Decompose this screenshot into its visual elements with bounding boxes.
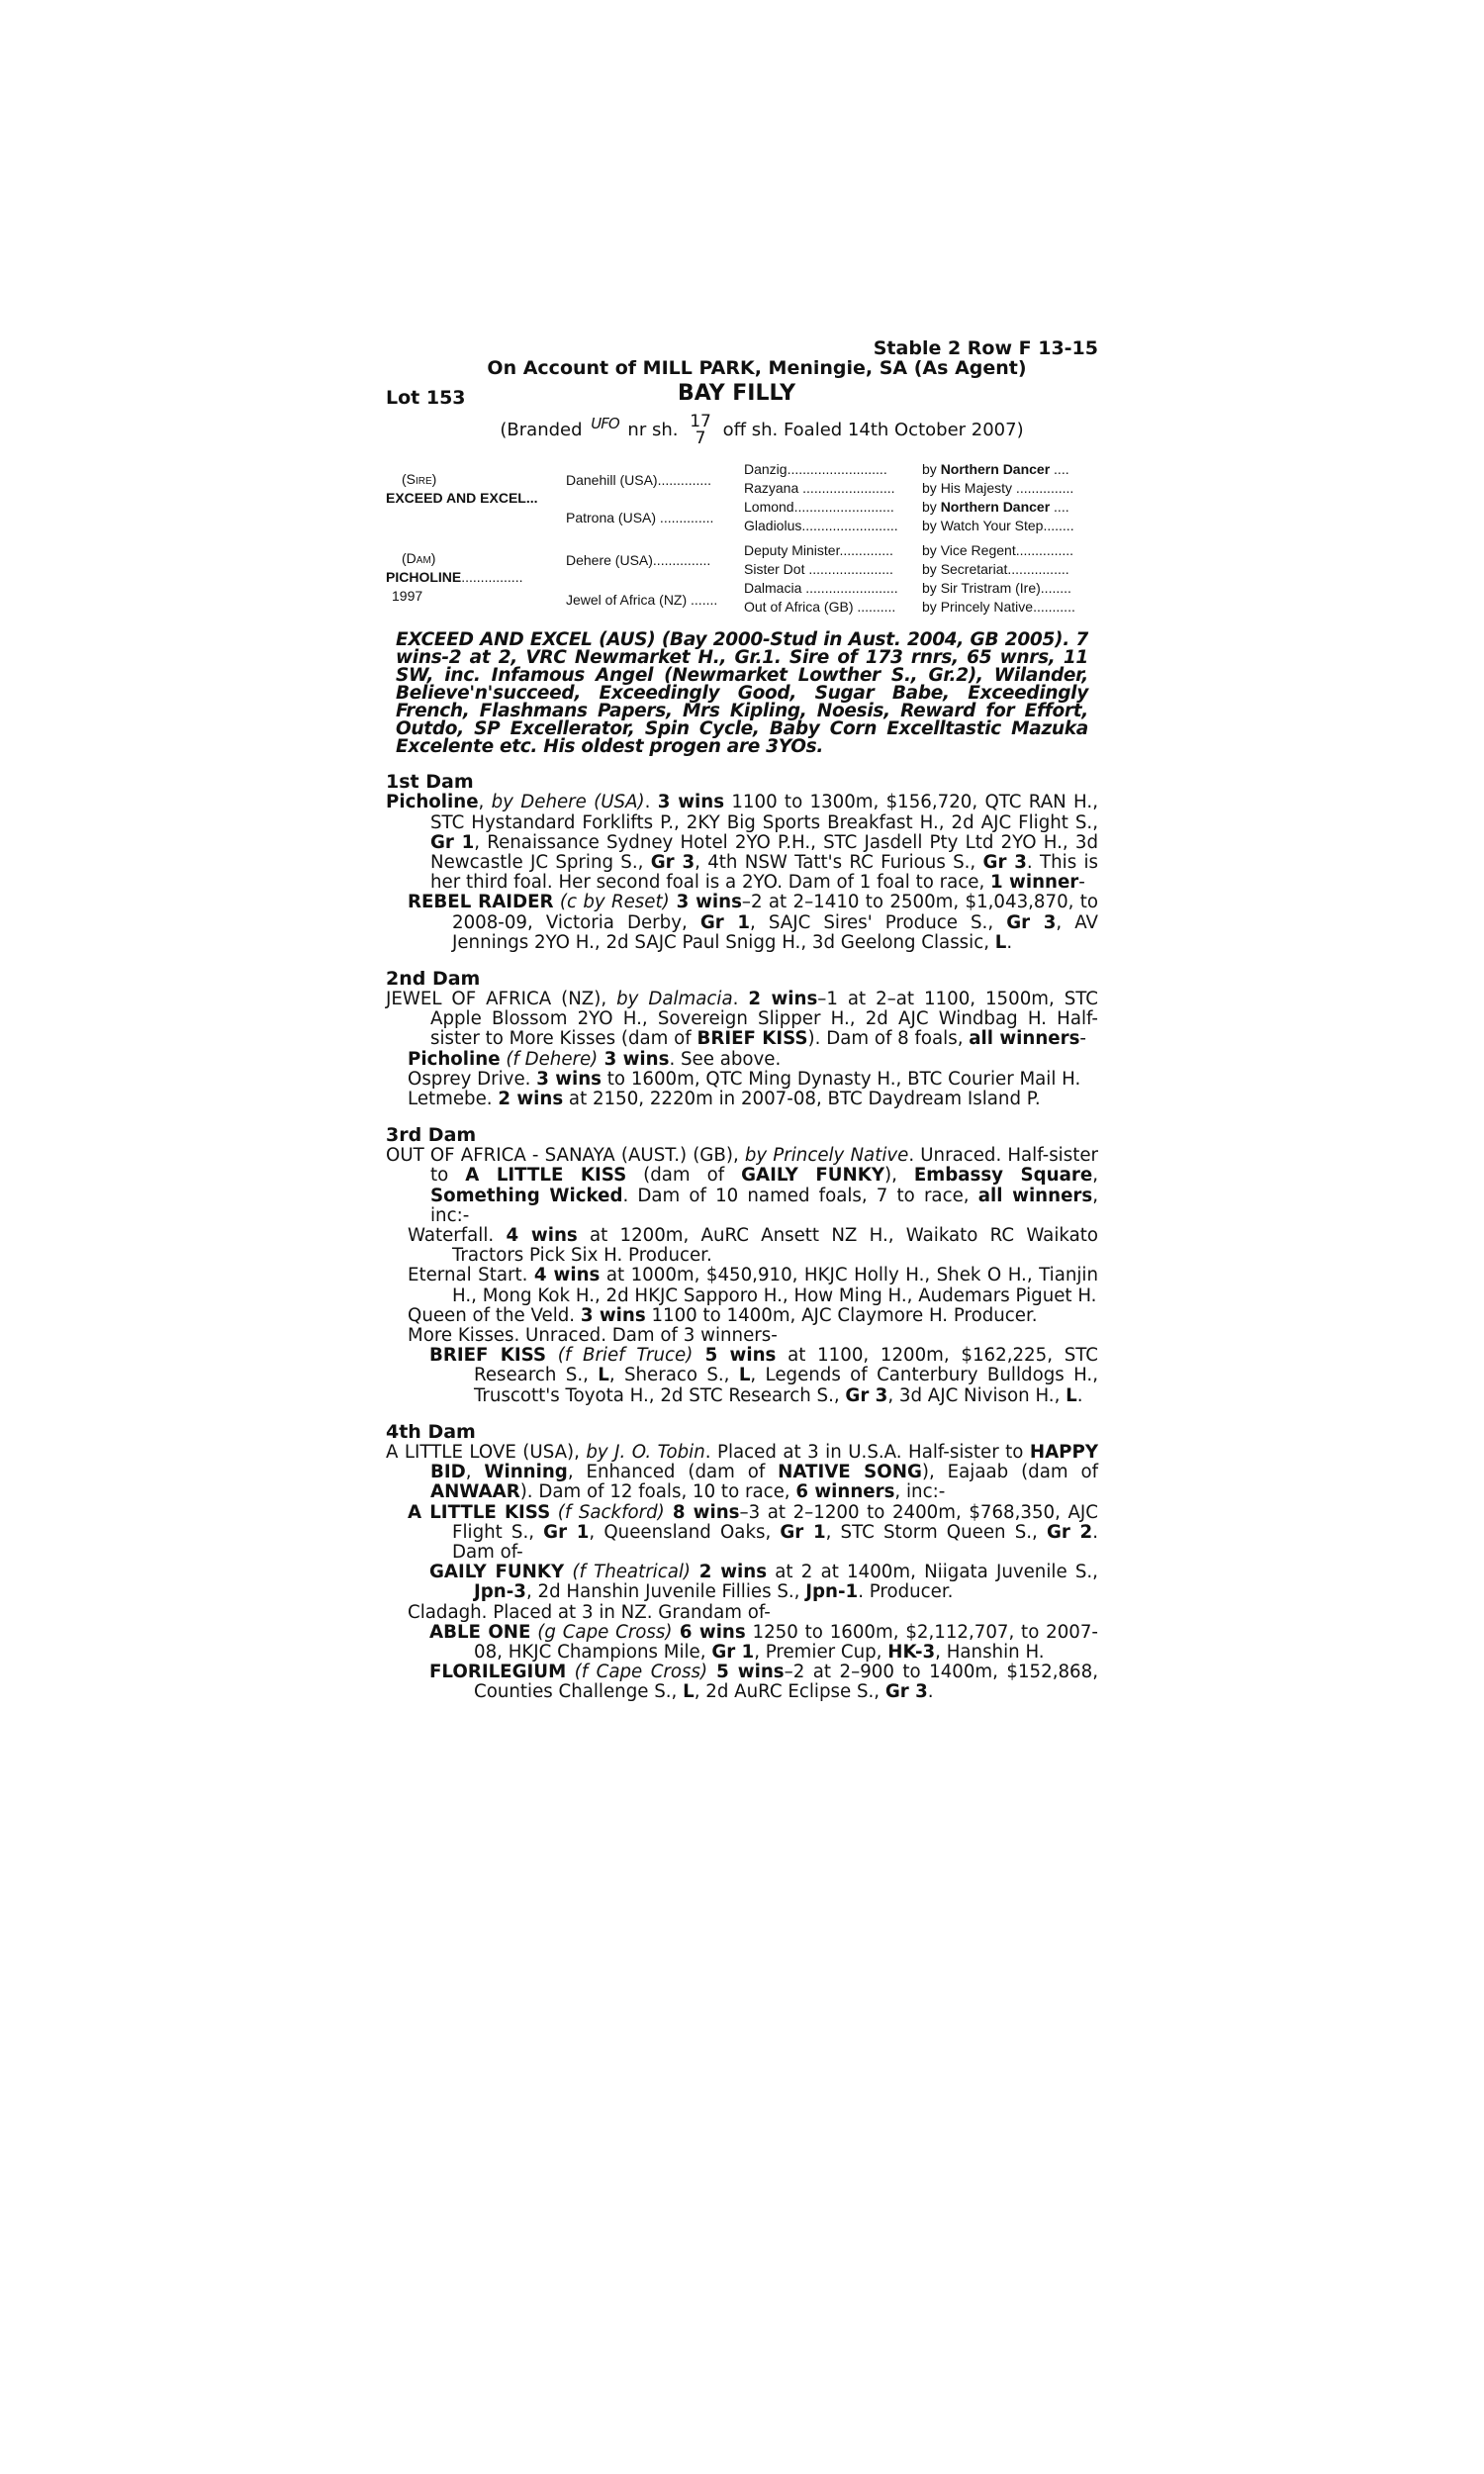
horse-name: Embassy Square — [913, 1165, 1093, 1187]
text: –1 at 2–at 1100, 1500m, STC Apple Blossom 2YO H., Sovereign Slipper H., 2d AJC Windbag H. Half-sister to More Kisses (dam of — [430, 989, 1098, 1050]
winners: all winners — [969, 1028, 1080, 1050]
text: . Unraced. Half-sister to — [430, 1145, 1098, 1187]
dam-name — [386, 569, 522, 586]
grade: L — [598, 1365, 609, 1386]
wins: 3 wins — [598, 1048, 670, 1070]
lot-line — [386, 381, 1098, 410]
grade: Gr 1 — [430, 831, 475, 853]
g4-prefix: by — [922, 518, 941, 534]
sire-label: (Sire) — [402, 471, 437, 488]
text: (dam of — [626, 1165, 742, 1187]
sire-name-text: EXCEED AND EXCEL — [386, 490, 526, 507]
winners: all winners — [977, 1185, 1093, 1206]
section-heading-1st-dam: 1st Dam — [386, 771, 474, 794]
text: , SAJC Sires' Produce S., — [750, 911, 1007, 933]
progeny-entry — [408, 1306, 1098, 1326]
vendor-account: On Account of MILL PARK, Meningie, SA (As Agent) — [487, 357, 1027, 380]
text: . — [644, 792, 658, 813]
g4-name: Secretariat — [940, 561, 1008, 578]
sire-ref: (f Sackford) — [550, 1501, 665, 1523]
g4-dots: ........... — [1033, 599, 1075, 616]
dam-entry — [386, 990, 1098, 1050]
g4-item — [922, 561, 1069, 578]
g3-item: Razyana ........................ — [744, 480, 895, 497]
sire-name — [386, 490, 538, 507]
text: , Enhanced (dam of — [567, 1462, 779, 1483]
grade: L — [738, 1365, 751, 1386]
grade: L — [683, 1681, 695, 1703]
text: , Queensland Oaks, — [589, 1521, 781, 1543]
pedigree-table — [386, 459, 1098, 619]
grade: Gr 1 — [699, 911, 751, 933]
g4-item — [922, 580, 1071, 597]
progeny-entry — [408, 1226, 1098, 1266]
horse-name: ANWAAR — [430, 1481, 520, 1503]
text: . — [1006, 931, 1013, 953]
text: , 2d Hanshin Juvenile Fillies S., — [525, 1581, 806, 1603]
horse-name: OUT OF AFRICA - SANAYA (AUST.) (GB), — [386, 1145, 745, 1167]
wins: 3 wins — [669, 892, 742, 913]
brand-open: (Branded — [500, 420, 583, 441]
grade: Jpn-1 — [805, 1581, 859, 1603]
horse-name: Cladagh. Placed at 3 in NZ. Grandam of- — [408, 1601, 771, 1623]
brand-rest: off sh. Foaled 14th October 2007) — [722, 420, 1024, 441]
g4-prefix: by — [922, 580, 941, 597]
g2-item: Dehere (USA)............... — [566, 552, 711, 569]
g4-dots: .... — [1050, 461, 1069, 478]
g4-dots: ........ — [1043, 518, 1074, 534]
dam-label: (Dam) — [402, 550, 436, 567]
text: ), — [884, 1165, 914, 1187]
horse-name: Picholine — [408, 1048, 501, 1070]
text: ), Eajaab (dam of — [921, 1462, 1098, 1483]
g4-item — [922, 542, 1073, 559]
g3-item: Lomond.......................... — [744, 499, 894, 516]
horse-name: Eternal Start. — [408, 1265, 534, 1286]
horse-name: A LITTLE LOVE (USA), — [386, 1441, 587, 1463]
horse-name: More Kisses. Unraced. Dam of 3 winners- — [408, 1325, 778, 1347]
text: , Premier Cup, — [754, 1641, 888, 1663]
g3-item: Sister Dot ...................... — [744, 561, 893, 578]
grade: Gr 3 — [1006, 911, 1057, 933]
dam-year: 1997 — [392, 588, 423, 605]
progeny-entry — [408, 1603, 1098, 1623]
g4-prefix: by — [922, 599, 941, 616]
g4-prefix: by — [922, 480, 941, 497]
g4-dots: ........ — [1040, 580, 1071, 597]
text: ). Dam of 12 foals, 10 to race, — [519, 1481, 796, 1503]
g4-name: Northern Dancer — [940, 499, 1051, 516]
wins: 6 wins — [672, 1621, 746, 1643]
text: –2 at 2–900 to 1400m, $152,868, Counties Challenge S., — [474, 1662, 1098, 1703]
horse-name: A LITTLE KISS — [408, 1501, 551, 1523]
grade: HK-3 — [887, 1641, 936, 1663]
dam-entry — [386, 1146, 1098, 1226]
text: , inc:- — [430, 1185, 1099, 1226]
sire-ref: (f Theatrical) — [564, 1562, 692, 1583]
wins: 5 wins — [693, 1345, 777, 1367]
brand-fraction-bottom: 7 — [695, 428, 706, 449]
horse-name: HAPPY BID — [430, 1441, 1099, 1483]
text: at 1000m, $450,910, HKJC Holly H., Shek O H., Tianjin H., Mong Kok H., 2d HKJC Sapporo H., How Ming H., Audemars Piguet H. — [452, 1265, 1099, 1306]
horse-name: Letmebe. — [408, 1089, 499, 1110]
text: at 1100, 1200m, $162,225, STC Research S., — [474, 1345, 1099, 1386]
horse-name: Waterfall. — [408, 1225, 507, 1247]
text: - — [1078, 872, 1085, 894]
text: - — [1079, 1028, 1086, 1050]
g4-prefix: by — [922, 542, 941, 559]
brand-mark: UFO — [591, 415, 619, 433]
grade: Gr 2 — [1046, 1521, 1093, 1543]
g4-name: Princely Native — [940, 599, 1034, 616]
text: , 3d AJC Nivison H., — [887, 1384, 1067, 1406]
wins: 3 wins — [536, 1068, 602, 1090]
text: . This is her third foal. Her second foal is a 2YO. Dam of 1 foal to race, — [430, 852, 1098, 894]
text: at 1200m, AuRC Ansett NZ H., Waikato RC Waikato Tractors Pick Six H. Producer. — [452, 1225, 1098, 1267]
g4-item — [922, 461, 1069, 478]
section-heading-3rd-dam: 3rd Dam — [386, 1124, 477, 1147]
text: . Placed at 3 in U.S.A. Half-sister to — [704, 1441, 1030, 1463]
wins: 5 wins — [707, 1662, 785, 1683]
text: . — [1076, 1384, 1083, 1406]
g4-prefix: by — [922, 499, 941, 516]
horse-name: Osprey Drive. — [408, 1068, 537, 1090]
progeny-entry — [408, 1326, 1098, 1346]
grade: Gr 3 — [650, 852, 696, 874]
text: at 2 at 1400m, Niigata Juvenile S., — [767, 1562, 1098, 1583]
sire-ref: by J. O. Tobin — [586, 1441, 705, 1463]
text: , inc:- — [894, 1481, 946, 1503]
text: –3 at 2–1200 to 2400m, $768,350, AJC Flight S., — [452, 1501, 1098, 1543]
section-heading-2nd-dam: 2nd Dam — [386, 968, 481, 991]
sire-ref: (g Cape Cross) — [530, 1621, 673, 1643]
text: , Hanshin H. — [935, 1641, 1045, 1663]
text: , STC Storm Queen S., — [825, 1521, 1047, 1543]
g4-prefix: by — [922, 561, 941, 578]
dam-entry — [386, 793, 1098, 893]
text: –2 at 2–1410 to 2500m, $1,043,870, to 2008-09, Victoria Derby, — [452, 892, 1099, 933]
text: ). Dam of 8 foals, — [807, 1028, 970, 1050]
text: . — [927, 1681, 934, 1703]
sire-ref: (c by Reset) — [553, 892, 670, 913]
g2-item: Patrona (USA) .............. — [566, 510, 714, 526]
wins: 8 wins — [664, 1501, 740, 1523]
sire-ref: (f Cape Cross) — [566, 1662, 708, 1683]
horse-name: BRIEF KISS — [429, 1345, 547, 1367]
sire-ref: by Dehere (USA) — [491, 792, 645, 813]
progeny-entry — [408, 1503, 1098, 1564]
grade: Gr 3 — [982, 852, 1027, 874]
brand-line — [425, 414, 1098, 453]
text: . Dam of 10 named foals, 7 to race, — [622, 1185, 978, 1206]
text: at 2150, 2220m in 2007-08, BTC Daydream Island P. — [563, 1089, 1041, 1110]
brand-nr: nr sh. — [627, 420, 679, 441]
lot-title: BAY FILLY — [678, 381, 796, 407]
wins: 3 wins — [657, 792, 725, 813]
progeny-entry — [429, 1346, 1098, 1406]
text: . Producer. — [858, 1581, 954, 1603]
sire-ref: by Princely Native — [744, 1145, 909, 1167]
horse-name: Winning — [484, 1462, 568, 1483]
text: , 2d AuRC Eclipse S., — [694, 1681, 885, 1703]
text: , Sheraco S., — [608, 1365, 739, 1386]
sire-dots: ... — [525, 490, 538, 507]
winners: 1 winner — [990, 872, 1079, 894]
dam-entry — [386, 1443, 1098, 1503]
g4-prefix: by — [922, 461, 941, 478]
section-heading-4th-dam: 4th Dam — [386, 1420, 476, 1443]
progeny-entry — [429, 1623, 1098, 1663]
horse-name: REBEL RAIDER — [408, 892, 554, 913]
wins: 2 wins — [498, 1089, 564, 1110]
sire-summary: EXCEED AND EXCEL (AUS) (Bay 2000-Stud in Aust. 2004, GB 2005). 7 wins-2 at 2, VRC Newmarket H., Gr.1. Sire of 173 rnrs, 65 wnrs, 11 SW, inc. Infamous Angel (Newmarket Lowther S., Gr.2), Wilander, Believe'n'succeed, Exceedingly Good, Sugar Babe, Exceedingly French, Flashmans Papers, Mrs Kipling, Noesis, Reward for Effort, Outdo, SP Excellerator, Spin Cycle, Baby Corn Excelltastic Mazuka Excelente etc. His oldest progen are 3YOs. — [396, 629, 1088, 758]
text: , — [478, 792, 492, 813]
horse-name: GAILY FUNKY — [429, 1562, 565, 1583]
text: , Renaissance Sydney Hotel 2YO P.H., STC Jasdell Pty Ltd 2YO H., 3d Newcastle JC Spring S., — [430, 831, 1098, 874]
progeny-entry — [408, 1070, 1098, 1090]
g3-item: Danzig.......................... — [744, 461, 887, 478]
wins: 2 wins — [691, 1562, 768, 1583]
horse-name: Picholine — [386, 792, 479, 813]
grade: Gr 3 — [884, 1681, 928, 1703]
g4-name: Vice Regent — [940, 542, 1016, 559]
wins: 2 wins — [748, 989, 818, 1010]
sire-ref: (f Brief Truce) — [546, 1345, 694, 1367]
progeny-entry — [408, 1266, 1098, 1305]
g4-dots: ............... — [1015, 542, 1074, 559]
text: . See above. — [669, 1048, 782, 1070]
horse-name: Queen of the Veld. — [408, 1304, 581, 1326]
g3-item: Dalmacia ........................ — [744, 580, 898, 597]
text: 1100 to 1300m, $156,720, QTC RAN H., STC Hystandard Forklifts P., 2KY Big Sports Breakfast H., 2d AJC Flight S., — [430, 792, 1098, 833]
g4-dots: ............... — [1012, 480, 1074, 497]
sire-ref: (f Dehere) — [500, 1048, 599, 1070]
g4-dots: ................ — [1007, 561, 1069, 578]
wins: 4 wins — [533, 1265, 601, 1286]
text: , AV Jennings 2YO H., 2d SAJC Paul Snigg H., 3d Geelong Classic, — [452, 911, 1098, 953]
horse-name: JEWEL OF AFRICA (NZ), — [386, 989, 617, 1010]
g4-name: Watch Your Step — [940, 518, 1044, 534]
text: , — [465, 1462, 485, 1483]
dam-name-text: PICHOLINE — [386, 569, 462, 586]
progeny-entry — [429, 1663, 1098, 1702]
sire-ref: by Dalmacia — [616, 989, 733, 1010]
horse-name: ABLE ONE — [429, 1621, 531, 1643]
grade: L — [994, 931, 1007, 953]
g4-name: Sir Tristram (Ire) — [940, 580, 1041, 597]
horse-name: Something Wicked — [430, 1185, 623, 1206]
grade: Gr 1 — [711, 1641, 755, 1663]
horse-name: A LITTLE KISS — [465, 1165, 627, 1187]
horse-name: NATIVE SONG — [778, 1462, 922, 1483]
g4-item — [922, 599, 1075, 616]
g4-item — [922, 480, 1073, 497]
text: 1100 to 1400m, AJC Claymore H. Producer. — [645, 1304, 1038, 1326]
g4-item — [922, 518, 1074, 534]
progeny-entry — [429, 1563, 1098, 1602]
stable-location: Stable 2 Row F 13-15 — [873, 337, 1098, 359]
g3-item: Deputy Minister.............. — [744, 542, 893, 559]
g3-item: Out of Africa (GB) .......... — [744, 599, 896, 616]
progeny-entry — [408, 893, 1098, 953]
wins: 4 wins — [506, 1225, 578, 1247]
winners: 6 winners — [795, 1481, 895, 1503]
horse-name: FLORILEGIUM — [429, 1662, 567, 1683]
grade: Jpn-3 — [474, 1581, 526, 1603]
text: , Legends of Canterbury Bulldogs H., Truscott's Toyota H., 2d STC Research S., — [474, 1365, 1098, 1406]
catalogue-page — [386, 338, 1098, 1703]
grade: Gr 3 — [845, 1384, 888, 1406]
text: 1250 to 1600m, $2,112,707, to 2007-08, HKJC Champions Mile, — [474, 1621, 1098, 1663]
horse-name: BRIEF KISS — [696, 1028, 808, 1050]
g2-item: Jewel of Africa (NZ) ....... — [566, 592, 718, 609]
wins: 3 wins — [580, 1304, 646, 1326]
brand-fraction-top: 17 — [690, 412, 711, 432]
g4-dots: .... — [1050, 499, 1069, 516]
grade: Gr 1 — [780, 1521, 826, 1543]
lot-number: Lot 153 — [386, 387, 466, 410]
horse-name: GAILY FUNKY — [741, 1165, 884, 1187]
g2-item: Danehill (USA).............. — [566, 472, 712, 489]
brand-fraction — [690, 414, 711, 447]
text: . — [732, 989, 749, 1010]
g4-item — [922, 499, 1069, 516]
grade: L — [1066, 1384, 1077, 1406]
g3-item: Gladiolus......................... — [744, 518, 898, 534]
text: to 1600m, QTC Ming Dynasty H., BTC Courier Mail H. — [602, 1068, 1081, 1090]
text: , 4th NSW Tatt's RC Furious S., — [695, 852, 983, 874]
progeny-entry — [408, 1090, 1098, 1109]
g4-name: Northern Dancer — [940, 461, 1051, 478]
text: , — [1092, 1165, 1098, 1187]
progeny-entry — [408, 1050, 1098, 1070]
text: . Dam of- — [452, 1521, 1098, 1563]
g4-name: His Majesty — [940, 480, 1013, 497]
grade: Gr 1 — [543, 1521, 590, 1543]
dam-dots: ................ — [461, 569, 523, 586]
